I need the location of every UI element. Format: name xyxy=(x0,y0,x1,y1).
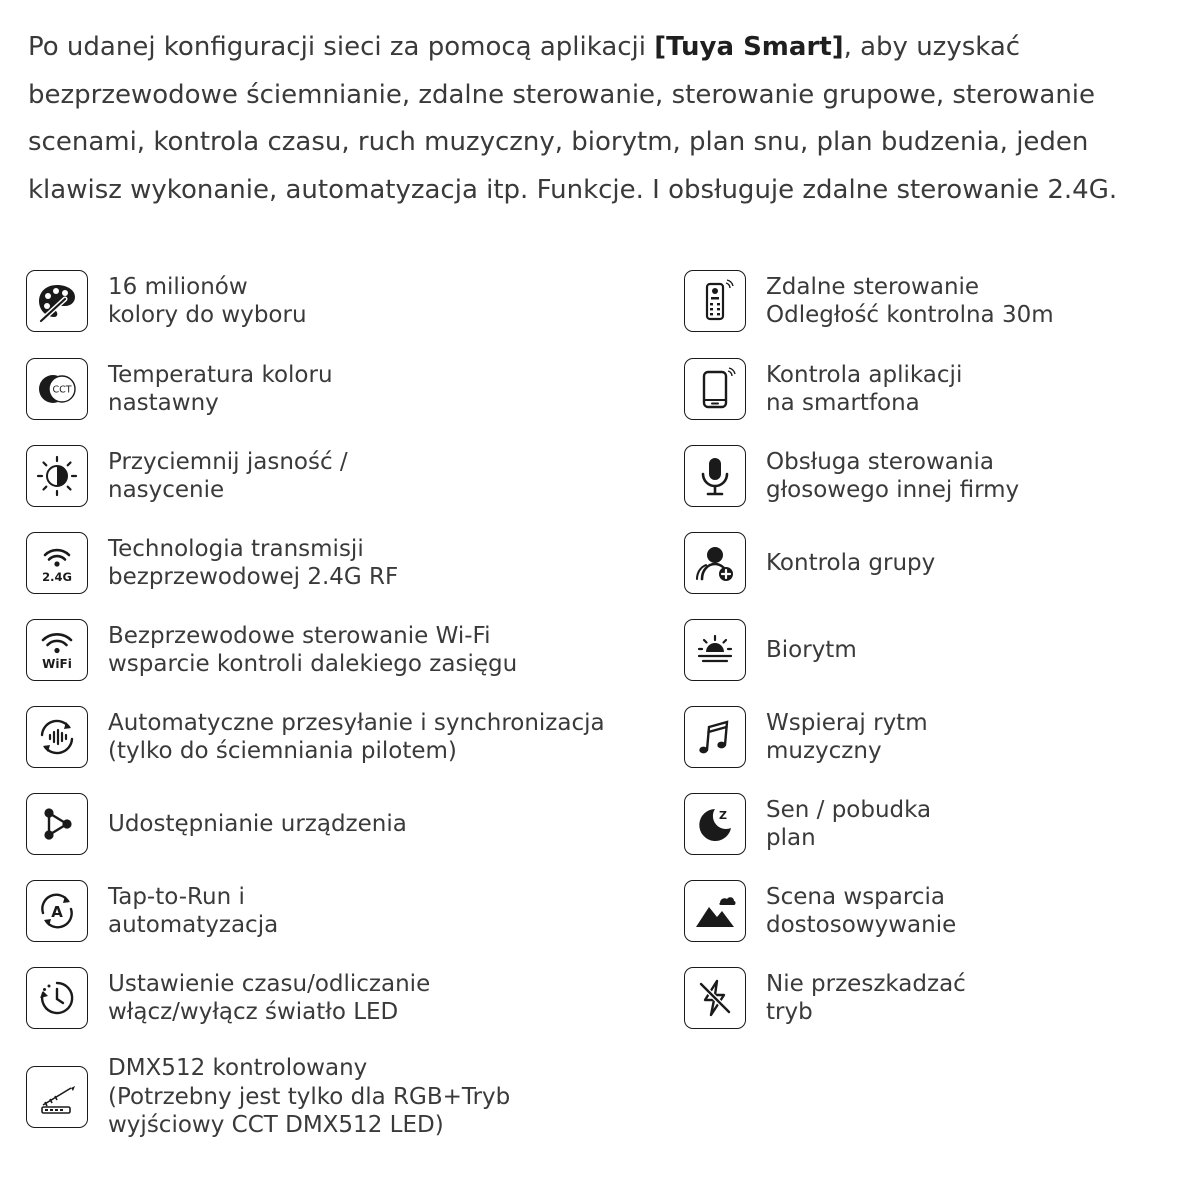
intro-paragraph xyxy=(28,24,1178,214)
feature-line: Kontrola grupy xyxy=(766,549,936,576)
intro-text-after: , aby uzyskać bezprzewodowe ściemnianie, zdalne sterowanie, sterowanie grupowe, sterowanie scenami, kontrola czasu, ruch muzyczny, biorytm, plan snu, plan budzenia, jeden klawisz wykonanie, automatyzacja itp. Funkcje. I obsługuje zdalne sterowanie 2.4G. xyxy=(28,32,1118,205)
feature-line: tryb xyxy=(766,999,813,1025)
palette-icon xyxy=(26,270,88,332)
feature-line: Technologia transmisji xyxy=(108,535,364,562)
feature-line: muzyczny xyxy=(766,738,882,764)
feature-text xyxy=(108,448,348,505)
feature-text xyxy=(766,448,1019,505)
feature-line: Odległość kontrolna 30m xyxy=(766,302,1054,328)
feature-line: wyjściowy CCT DMX512 LED) xyxy=(108,1112,444,1138)
feature-text xyxy=(766,709,928,766)
feature-line: włącz/wyłącz światło LED xyxy=(108,999,399,1025)
feature-text xyxy=(108,1054,510,1140)
feature-text xyxy=(766,361,962,418)
feature-text xyxy=(766,970,966,1027)
sync-icon xyxy=(26,706,88,768)
feature-device-sharing xyxy=(26,793,407,855)
feature-line: Udostępnianie urządzenia xyxy=(108,810,407,837)
feature-line: nasycenie xyxy=(108,477,225,503)
feature-line: automatyzacja xyxy=(108,912,279,938)
intro-brand: [Tuya Smart] xyxy=(654,32,844,62)
feature-remote-control xyxy=(684,270,1054,332)
feature-text xyxy=(108,361,333,418)
feature-tap-to-run xyxy=(26,880,278,942)
feature-dmx512 xyxy=(26,1054,510,1140)
feature-text xyxy=(766,796,931,853)
feature-text xyxy=(766,636,857,665)
wifi-icon xyxy=(26,619,88,681)
feature-wifi xyxy=(26,619,517,681)
feature-line: Obsługa sterowania xyxy=(766,448,994,475)
remote-control-icon xyxy=(684,270,746,332)
feature-sync xyxy=(26,706,605,768)
share-icon xyxy=(26,793,88,855)
feature-text xyxy=(108,273,307,330)
timer-icon xyxy=(26,967,88,1029)
dmx512-icon xyxy=(26,1066,88,1128)
feature-timer xyxy=(26,967,430,1029)
sleep-icon-label: Z xyxy=(719,809,727,822)
feature-line: dostosowywanie xyxy=(766,912,957,938)
feature-line: plan xyxy=(766,825,816,851)
music-icon xyxy=(684,706,746,768)
feature-text xyxy=(108,535,398,592)
cct-icon-label: CCT xyxy=(52,384,72,396)
cct-icon xyxy=(26,358,88,420)
microphone-icon xyxy=(684,445,746,507)
rf-icon-label: 2.4G xyxy=(42,570,72,584)
feature-colors xyxy=(26,270,307,332)
feature-brightness xyxy=(26,445,348,507)
feature-line: kolory do wyboru xyxy=(108,302,307,328)
feature-biorhythm xyxy=(684,619,857,681)
feature-text xyxy=(766,883,956,940)
wifi-icon-label: WiFi xyxy=(42,657,72,671)
feature-line: Nie przeszkadzać xyxy=(766,970,966,997)
feature-text xyxy=(766,273,1054,330)
feature-line: na smartfona xyxy=(766,390,920,416)
feature-line: bezprzewodowej 2.4G RF xyxy=(108,564,399,590)
feature-line: Scena wsparcia xyxy=(766,883,945,910)
feature-sleep-wake xyxy=(684,793,931,855)
feature-text xyxy=(766,549,935,578)
feature-text xyxy=(108,622,517,679)
feature-line: Bezprzewodowe sterowanie Wi-Fi xyxy=(108,622,491,649)
feature-text xyxy=(108,970,430,1027)
feature-line: głosowego innej firmy xyxy=(766,477,1020,503)
feature-line: Wspieraj rytm xyxy=(766,709,928,736)
do-not-disturb-icon xyxy=(684,967,746,1029)
biorhythm-icon xyxy=(684,619,746,681)
feature-group-control xyxy=(684,532,935,594)
feature-line: Temperatura koloru xyxy=(108,361,333,388)
feature-scene xyxy=(684,880,956,942)
feature-rf-2-4g xyxy=(26,532,398,594)
feature-line: Przyciemnij jasność / xyxy=(108,448,348,475)
feature-line: Automatyczne przesyłanie i synchronizacja xyxy=(108,709,605,736)
feature-line: wsparcie kontroli dalekiego zasięgu xyxy=(108,651,518,677)
feature-color-temperature xyxy=(26,358,333,420)
intro-text-before: Po udanej konfiguracji sieci za pomocą aplikacji xyxy=(28,32,655,62)
feature-line: Ustawienie czasu/odliczanie xyxy=(108,970,431,997)
feature-line: (Potrzebny jest tylko dla RGB+Tryb xyxy=(108,1083,511,1110)
scene-icon xyxy=(684,880,746,942)
feature-text xyxy=(108,883,278,940)
brightness-icon xyxy=(26,445,88,507)
feature-line: 16 milionów xyxy=(108,273,248,300)
tap-to-run-icon-label: A xyxy=(51,903,63,921)
feature-do-not-disturb xyxy=(684,967,966,1029)
rf-2-4g-icon xyxy=(26,532,88,594)
feature-line: Kontrola aplikacji xyxy=(766,361,963,388)
smartphone-icon xyxy=(684,358,746,420)
feature-app-control xyxy=(684,358,962,420)
feature-text xyxy=(108,810,407,839)
group-icon xyxy=(684,532,746,594)
feature-music-rhythm xyxy=(684,706,928,768)
feature-line: Biorytm xyxy=(766,636,857,663)
feature-line: Zdalne sterowanie xyxy=(766,273,980,300)
feature-line: DMX512 kontrolowany xyxy=(108,1055,368,1081)
feature-voice-control xyxy=(684,445,1019,507)
feature-line: Sen / pobudka xyxy=(766,796,932,823)
feature-line: Tap-to-Run i xyxy=(108,883,245,910)
sleep-moon-icon xyxy=(684,793,746,855)
feature-text xyxy=(108,709,605,766)
feature-line: nastawny xyxy=(108,390,219,416)
feature-line: (tylko do ściemniania pilotem) xyxy=(108,738,457,764)
tap-to-run-icon xyxy=(26,880,88,942)
